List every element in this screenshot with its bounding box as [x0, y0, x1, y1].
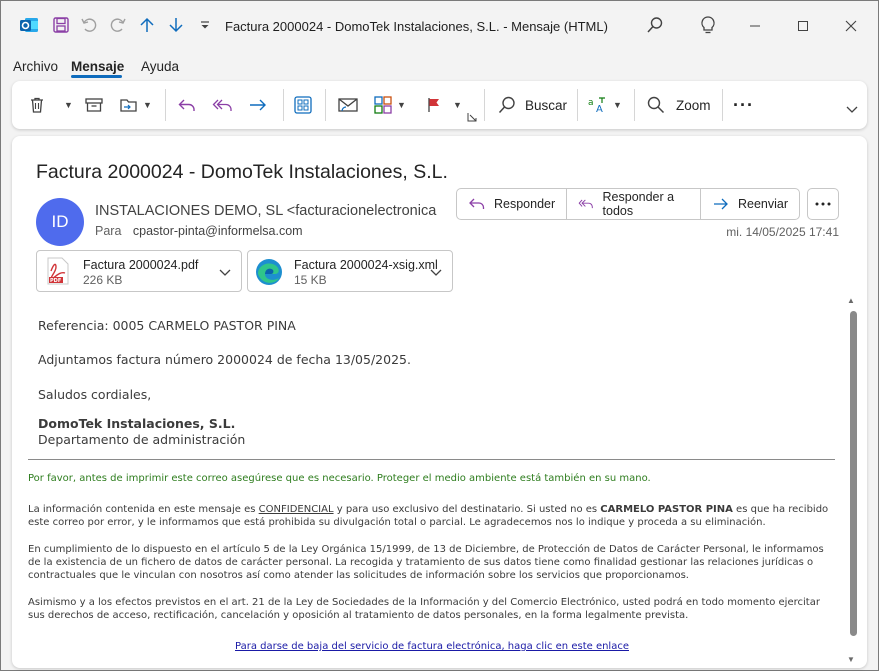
mark-read-button[interactable]: [337, 91, 359, 119]
window-title: Factura 2000024 - DomoTek Instalaciones, S.L. - Mensaje (HTML): [225, 19, 608, 34]
ribbon-toolbar: [12, 81, 867, 129]
zoom-button[interactable]: [646, 91, 711, 119]
reply-ribbon-button[interactable]: [177, 91, 197, 119]
scroll-up-icon[interactable]: ▲: [847, 296, 855, 305]
chevron-down-icon: ▼: [453, 100, 462, 110]
reply-all-button[interactable]: [567, 189, 701, 219]
close-icon[interactable]: [831, 9, 871, 43]
forward-label: Reenviar: [737, 197, 788, 211]
maximize-icon[interactable]: [783, 9, 823, 43]
confidential-text: CONFIDENCIAL: [258, 504, 334, 515]
legal-data-protection: En cumplimiento de lo dispuesto en el artículo 5 de la Ley Orgánica 15/1999, de 13 de Diciembre, de Protección de Datos de Carácter Personal, le informamos de la existencia de un fichero de datos de carácter personal. La recogida y tratamiento de sus datos tiene como finalidad gestionar las relaciones jurídicas o contractuales que le vinculan con nosotros así como atender las solicitudes de información sobre los servicios que proporcionamos.: [28, 544, 824, 581]
svg-text:PDF: PDF: [50, 278, 62, 284]
message-pane: [12, 136, 867, 668]
forward-icon: [712, 196, 730, 212]
reply-actions: [456, 188, 800, 220]
legal-confidential: [28, 503, 836, 529]
next-item-icon[interactable]: [162, 11, 190, 39]
attachment-size: 226 KB: [83, 273, 123, 287]
minimize-icon[interactable]: [735, 9, 775, 43]
reply-icon: [177, 96, 197, 114]
archive-icon: [84, 96, 104, 114]
chevron-down-icon[interactable]: [430, 264, 442, 282]
unsubscribe-link[interactable]: Para darse de baja del servicio de factura electrónica, haga clic en este enlace: [235, 641, 629, 652]
attachment-name: Factura 2000024.pdf: [83, 258, 199, 272]
redo-icon[interactable]: [104, 11, 132, 39]
greeting-line: Saludos cordiales,: [38, 387, 152, 402]
reply-all-icon: [578, 196, 594, 212]
pdf-icon: [45, 257, 71, 290]
follow-up-button[interactable]: [425, 91, 462, 119]
recipient-name-text: CARMELO PASTOR PINA: [600, 504, 733, 515]
title-bar: [1, 1, 878, 53]
scroll-down-icon[interactable]: ▼: [847, 655, 855, 664]
reply-label: Responder: [494, 197, 556, 211]
legal-lssi: Asimismo y a los efectos previstos en el art. 21 de la Ley de Sociedades de la Información y del Comercio Electrónico, usted podrá en todo momento ejercitar sus derechos de acceso, rectificación, cancelación y oposición al tratamiento de datos personales, en la forma legalmente prevista.: [28, 597, 820, 621]
reply-all-label: Responder a todos: [602, 190, 675, 218]
outlook-logo-icon: [15, 11, 43, 39]
eco-note: Por favor, antes de imprimir este correo asegúrese que es necesario. Proteger el medio ambiente está también en su mano.: [28, 473, 651, 484]
apps-button[interactable]: [293, 91, 313, 119]
legal-text: y para uso exclusivo del destinatario. Si usted no es: [333, 504, 601, 515]
delete-button[interactable]: [28, 91, 73, 119]
active-tab-indicator: [71, 75, 122, 78]
categorize-button[interactable]: [373, 91, 406, 119]
ribbon-collapse-button[interactable]: [846, 99, 858, 119]
category-icon: [373, 95, 393, 115]
ribbon-separator: [165, 89, 166, 121]
chevron-down-icon[interactable]: [219, 264, 231, 282]
menu-mensaje[interactable]: Mensaje: [71, 59, 125, 74]
ribbon-expand-launcher[interactable]: [467, 111, 477, 123]
archive-button[interactable]: [84, 91, 104, 119]
trash-icon: [28, 96, 46, 114]
search-label: Buscar: [525, 97, 568, 113]
scrollbar-thumb[interactable]: [850, 311, 857, 636]
attachment-pdf[interactable]: [36, 250, 242, 292]
avatar[interactable]: ID: [36, 198, 84, 246]
move-folder-icon: [119, 96, 139, 114]
reply-button[interactable]: [457, 189, 567, 219]
lightbulb-icon[interactable]: [694, 11, 722, 39]
reply-icon: [468, 196, 486, 212]
zoom-icon: [646, 95, 666, 115]
more-actions-button[interactable]: [807, 188, 839, 220]
menu-ayuda[interactable]: Ayuda: [141, 59, 180, 74]
chevron-down-icon: ▼: [397, 100, 406, 110]
forward-icon: [248, 96, 268, 114]
flag-icon: [425, 96, 443, 114]
previous-item-icon[interactable]: [133, 11, 161, 39]
ribbon-separator: [484, 89, 485, 121]
message-date: mi. 14/05/2025 17:41: [726, 225, 839, 239]
ribbon-separator: [577, 89, 578, 121]
recipient-line: [95, 224, 303, 238]
zoom-label: Zoom: [676, 97, 711, 113]
signature-company: DomoTek Instalaciones, S.L.: [38, 416, 236, 431]
attachment-xml[interactable]: [247, 250, 453, 292]
search-icon: [497, 95, 517, 115]
signature-department: Departamento de administración: [38, 432, 246, 447]
attachment-size: 15 KB: [294, 273, 327, 287]
svg-text:A: A: [596, 104, 603, 115]
chevron-down-icon: [846, 104, 858, 114]
message-subject: Factura 2000024 - DomoTek Instalaciones, S.L.: [36, 161, 448, 183]
forward-button[interactable]: [701, 189, 799, 219]
divider: [28, 459, 835, 460]
reference-line: Referencia: 0005 CARMELO PASTOR PINA: [38, 318, 296, 333]
recipient-address[interactable]: cpastor-pinta@informelsa.com: [132, 224, 303, 238]
menu-archivo[interactable]: Archivo: [13, 59, 59, 74]
customize-toolbar-icon[interactable]: [191, 11, 219, 39]
ribbon-separator: [722, 89, 723, 121]
to-label: Para: [95, 224, 122, 238]
chevron-down-icon: ▼: [64, 100, 73, 110]
more-label: ···: [733, 94, 754, 115]
chevron-down-icon: ▼: [143, 100, 152, 110]
more-options-button[interactable]: [733, 91, 754, 119]
ribbon-separator: [634, 89, 635, 121]
sender-name[interactable]: INSTALACIONES DEMO, SL <facturacionelectronica: [95, 203, 437, 219]
reply-all-icon: [212, 96, 234, 114]
save-icon[interactable]: [47, 11, 75, 39]
envelope-icon: [337, 96, 359, 114]
svg-text:a: a: [588, 98, 594, 108]
move-button[interactable]: [119, 91, 152, 119]
legal-text: es que ha recibido este correo por error, y le informamos que está prohibida su divulgación total o parcial. Le agradecemos nos lo indique y proceda a su eliminación.: [28, 504, 829, 528]
search-icon[interactable]: [641, 11, 669, 39]
translate-icon: [587, 95, 609, 115]
more-icon: [815, 202, 831, 206]
ribbon-separator: [325, 89, 326, 121]
chevron-down-icon: ▼: [613, 100, 622, 110]
ribbon-separator: [283, 89, 284, 121]
apps-grid-icon: [293, 95, 313, 115]
reply-all-ribbon-button[interactable]: [212, 91, 234, 119]
dialog-launcher-icon: [467, 112, 477, 122]
menu-bar: [1, 53, 878, 79]
edge-icon: [254, 257, 284, 292]
body-line: Adjuntamos factura número 2000024 de fecha 13/05/2025.: [38, 352, 411, 367]
attachment-name: Factura 2000024-xsig.xml: [294, 258, 438, 272]
legal-text: La información contenida en este mensaje es: [28, 504, 259, 515]
search-ribbon-button[interactable]: [497, 91, 567, 119]
translate-button[interactable]: [587, 91, 622, 119]
undo-icon[interactable]: [75, 11, 103, 39]
forward-ribbon-button[interactable]: [248, 91, 268, 119]
